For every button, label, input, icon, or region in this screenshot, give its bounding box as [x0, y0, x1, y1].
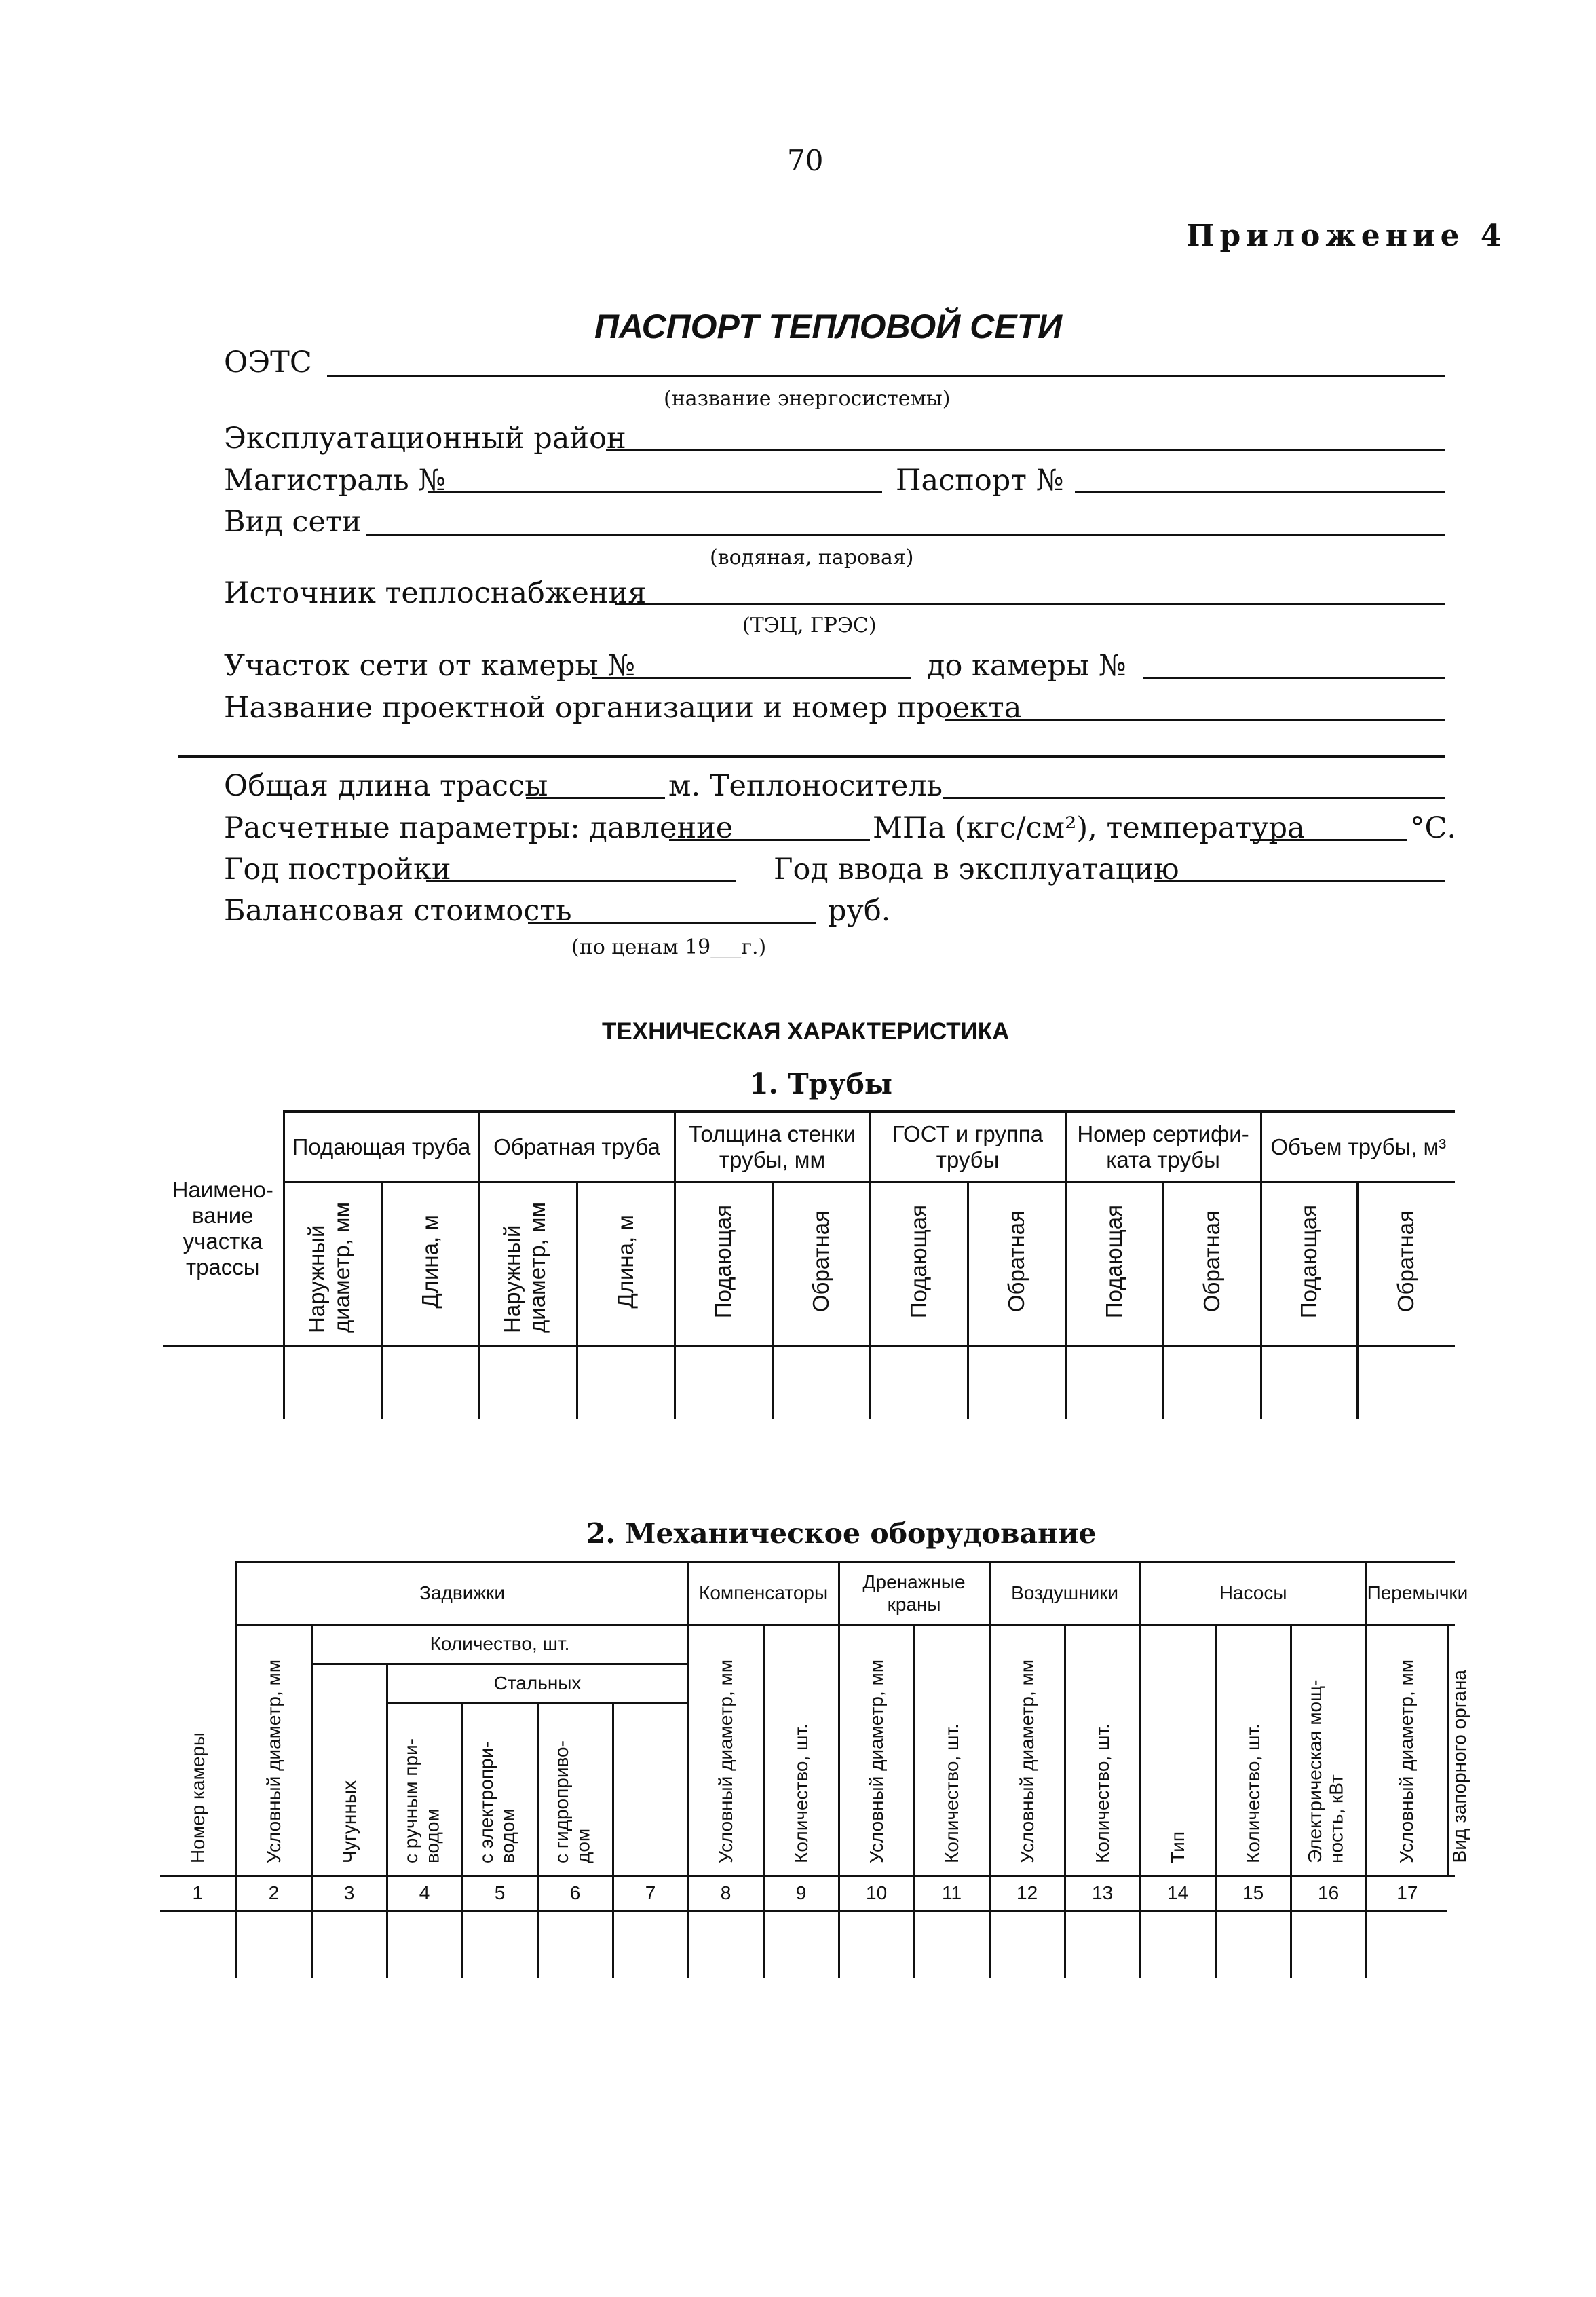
gost-supply-header: Подающая	[870, 1182, 968, 1347]
air-qty-header: Количество, шт.	[1065, 1625, 1140, 1876]
year-built-line[interactable]	[426, 880, 736, 882]
steel-header: Стальных	[387, 1664, 688, 1704]
pumps-header: Насосы	[1140, 1563, 1366, 1625]
cert-return-header: Обратная	[1163, 1182, 1261, 1347]
cost-unit-label: руб.	[828, 894, 891, 928]
design-org-line[interactable]	[945, 719, 1445, 721]
gost-return-header: Обратная	[968, 1182, 1065, 1347]
cert-header: Номер сертифи-ката трубы	[1065, 1112, 1261, 1182]
design-org-line-2[interactable]	[178, 755, 1445, 758]
col-number: 13	[1065, 1876, 1140, 1911]
pressure-unit-label: МПа (кгс/см²), температура	[873, 811, 1305, 845]
air-diam-header: Условный диаметр, мм	[989, 1625, 1065, 1876]
comp-diam-header: Условный диаметр, мм	[688, 1625, 763, 1876]
pipes-table	[163, 1110, 1455, 1419]
tech-heading: ТЕХНИЧЕСКАЯ ХАРАКТЕРИСТИКА	[602, 1018, 1010, 1045]
main-line-label: Магистраль №	[224, 464, 446, 498]
col-number: 9	[763, 1876, 839, 1911]
network-type-line[interactable]	[366, 534, 1445, 536]
electric-drive-header: с электропри-водом	[462, 1704, 537, 1876]
table-cell[interactable]	[1215, 1911, 1291, 1978]
mech-heading: 2. Механическое оборудование	[586, 1517, 1097, 1550]
volume-return-header: Обратная	[1357, 1182, 1455, 1347]
table-cell[interactable]	[839, 1911, 914, 1978]
drain-diam-header: Условный диаметр, мм	[839, 1625, 914, 1876]
document-title: ПАСПОРТ ТЕПЛОВОЙ СЕТИ	[594, 307, 1063, 346]
year-commissioned-line[interactable]	[1154, 880, 1445, 882]
valves-header: Задвижки	[236, 1563, 688, 1625]
col-number: 14	[1140, 1876, 1215, 1911]
col-number: 16	[1291, 1876, 1366, 1911]
year-commissioned-label: Год ввода в эксплуатацию	[774, 853, 1179, 886]
table-cell[interactable]	[381, 1347, 479, 1419]
column-numbers-row	[160, 1876, 1455, 1911]
heat-source-line[interactable]	[615, 603, 1445, 605]
col-number: 4	[387, 1876, 462, 1911]
network-type-label: Вид сети	[224, 505, 362, 539]
supply-outer-diam-header: Наружный диаметр, мм	[284, 1182, 381, 1347]
pump-power-header: Электрическая мощ-ность, кВт	[1291, 1625, 1366, 1876]
table-cell[interactable]	[284, 1347, 381, 1419]
pump-type-header: Тип	[1140, 1625, 1215, 1876]
section-from-label: Участок сети от камеры №	[224, 649, 635, 683]
pipes-heading: 1. Трубы	[749, 1068, 892, 1100]
temperature-line[interactable]	[1250, 839, 1407, 841]
wall-thickness-header: Толщина стенки трубы, мм	[674, 1112, 870, 1182]
table-cell[interactable]	[163, 1347, 284, 1419]
mech-table	[160, 1561, 1470, 1978]
col-number: 1	[160, 1876, 236, 1911]
drain-qty-header: Количество, шт.	[914, 1625, 989, 1876]
table-row	[163, 1347, 1455, 1419]
oets-line[interactable]	[327, 375, 1445, 377]
cost-note: (по ценам 19___г.)	[571, 935, 767, 959]
page-number: 70	[787, 144, 824, 177]
cert-supply-header: Подающая	[1065, 1182, 1163, 1347]
col-number: 15	[1215, 1876, 1291, 1911]
oets-note: (название энергосистемы)	[664, 387, 951, 411]
pump-qty-header: Количество, шт.	[1215, 1625, 1291, 1876]
col-number: 3	[311, 1876, 387, 1911]
appendix-label: Приложение 4	[1186, 219, 1507, 253]
col-number: 2	[236, 1876, 311, 1911]
wall-return-header: Обратная	[772, 1182, 870, 1347]
table-cell[interactable]	[1357, 1347, 1455, 1419]
table-cell[interactable]	[1163, 1347, 1261, 1419]
table-cell[interactable]	[479, 1347, 577, 1419]
temp-unit-label: °С.	[1410, 811, 1457, 845]
cast-iron-header: Чугунных	[311, 1664, 387, 1876]
volume-supply-header: Подающая	[1261, 1182, 1357, 1347]
district-line[interactable]	[606, 449, 1445, 451]
table-cell[interactable]	[989, 1911, 1065, 1978]
table-cell[interactable]	[1065, 1347, 1163, 1419]
volume-header: Объем трубы, м³	[1261, 1112, 1455, 1182]
jumpers-header: Перемычки	[1366, 1563, 1455, 1625]
supply-pipe-header: Подающая труба	[284, 1112, 479, 1182]
table-cell[interactable]	[914, 1911, 989, 1978]
heat-source-note: (ТЭЦ, ГРЭС)	[742, 614, 877, 637]
table-cell[interactable]	[160, 1911, 236, 1978]
chamber-no-header: Номер камеры	[160, 1563, 236, 1876]
col-number: 7	[613, 1876, 688, 1911]
table-cell[interactable]	[688, 1911, 763, 1978]
network-type-note: (водяная, паровая)	[710, 546, 914, 569]
table-cell[interactable]	[462, 1911, 537, 1978]
section-to-line[interactable]	[1143, 677, 1445, 679]
col-number: 10	[839, 1876, 914, 1911]
wall-supply-header: Подающая	[674, 1182, 772, 1347]
table-cell[interactable]	[1261, 1347, 1357, 1419]
valves-diam-header: Условный диаметр, мм	[236, 1625, 311, 1876]
col-number: 8	[688, 1876, 763, 1911]
design-org-label: Название проектной организации и номер проекта	[224, 691, 1022, 725]
table-cell[interactable]	[763, 1911, 839, 1978]
table-cell[interactable]	[870, 1347, 968, 1419]
col-number: 11	[914, 1876, 989, 1911]
oets-label: ОЭТС	[224, 346, 312, 379]
return-length-header: Длина, м	[577, 1182, 674, 1347]
total-length-label: Общая длина трассы	[224, 769, 548, 803]
col-number: 5	[462, 1876, 537, 1911]
passport-no-label: Паспорт №	[896, 464, 1064, 498]
valves-qty-header: Количество, шт.	[311, 1625, 688, 1664]
table-cell[interactable]	[577, 1347, 674, 1419]
length-unit-label: м. Теплоноситель	[668, 769, 943, 803]
return-outer-diam-header: Наружный диаметр, мм	[479, 1182, 577, 1347]
jumper-diam-header: Условный диаметр, мм	[1366, 1625, 1447, 1876]
coolant-line[interactable]	[943, 797, 1445, 799]
heat-source-label: Источник теплоснабжения	[224, 576, 647, 610]
hydraulic-drive-header: с гидроприво-дом	[537, 1704, 613, 1876]
balance-cost-label: Балансовая стоимость	[224, 894, 572, 928]
return-pipe-header: Обратная труба	[479, 1112, 674, 1182]
col-number: 6	[537, 1876, 613, 1911]
section-from-line[interactable]	[592, 677, 911, 679]
air-vents-header: Воздушники	[989, 1563, 1140, 1625]
design-params-label: Расчетные параметры: давление	[224, 811, 734, 845]
table-cell[interactable]	[1291, 1911, 1366, 1978]
table-cell[interactable]	[968, 1347, 1065, 1419]
balance-cost-line[interactable]	[528, 922, 816, 924]
table-cell[interactable]	[537, 1911, 613, 1978]
comp-qty-header: Количество, шт.	[763, 1625, 839, 1876]
table-cell[interactable]	[311, 1911, 387, 1978]
table-cell[interactable]	[613, 1911, 688, 1978]
main-line-line[interactable]	[428, 491, 882, 493]
table-cell[interactable]	[1366, 1911, 1447, 1978]
table-cell[interactable]	[387, 1911, 462, 1978]
drain-valves-header: Дренажные краны	[839, 1563, 989, 1625]
supply-length-header: Длина, м	[381, 1182, 479, 1347]
table-cell[interactable]	[236, 1911, 311, 1978]
section-to-label: до камеры №	[927, 649, 1126, 683]
table-cell[interactable]	[1140, 1911, 1215, 1978]
shutoff-type-header: Вид запорного органа	[1447, 1625, 1455, 1876]
section-name-header: Наимено-вание участка трассы	[163, 1112, 284, 1347]
col-number: 12	[989, 1876, 1065, 1911]
table-cell[interactable]	[772, 1347, 870, 1419]
manual-drive-header: с ручным при-водом	[387, 1704, 462, 1876]
total-length-line[interactable]	[526, 797, 665, 799]
table-cell[interactable]	[1065, 1911, 1140, 1978]
pressure-line[interactable]	[669, 839, 870, 841]
gost-header: ГОСТ и группа трубы	[870, 1112, 1065, 1182]
compensators-header: Компенсаторы	[688, 1563, 839, 1625]
passport-no-line[interactable]	[1075, 491, 1445, 493]
table-cell[interactable]	[674, 1347, 772, 1419]
district-label: Эксплуатационный район	[224, 422, 626, 455]
col-number: 17	[1366, 1876, 1447, 1911]
year-built-label: Год постройки	[224, 853, 451, 886]
table-row	[160, 1911, 1455, 1978]
